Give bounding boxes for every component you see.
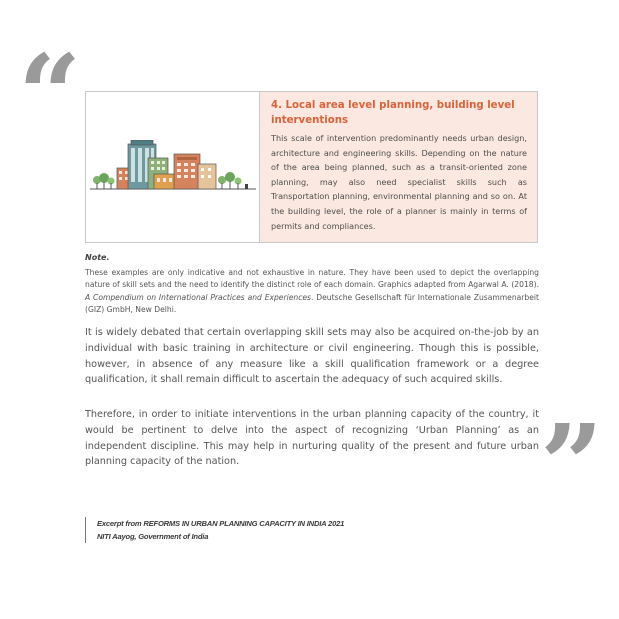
- city-buildings-icon: [90, 140, 256, 190]
- note-label: Note.: [85, 253, 110, 262]
- open-quote-mark: “: [18, 30, 82, 159]
- intervention-box: [85, 91, 538, 243]
- source-line-1: Excerpt from REFORMS IN URBAN PLANNING CAPACITY IN INDIA 2021: [97, 519, 345, 528]
- buildings-illustration: [86, 92, 259, 242]
- note-text-intro: These examples are only indicative and not exhaustive in nature. They have been used to depict the overlapping nature of skill sets and the need to identify the distinct role of each domain. Graphics adapted from Agarwal A. (2018).: [85, 268, 539, 290]
- source-attribution: [85, 517, 344, 543]
- close-quote-mark: ”: [540, 400, 604, 529]
- source-line-2: NITI Aayog, Government of India: [97, 532, 209, 541]
- body-paragraph-1: It is widely debated that certain overlapping skill sets may also be acquired on-the-job by an individual with basic training in architecture or civil engineering. Though this is possible, however, in absence of any measure like a skill qualification framework or a degree qualification, it shall remain difficult to ascertain the adequacy of such acquired skills.: [85, 327, 539, 386]
- note-text-publisher: . Deutsche Gesellschaft für Internationale Zusammenarbeit (GIZ) GmbH, New Delhi.: [85, 292, 540, 314]
- body-paragraph-2: Therefore, in order to initiate interventions in the urban planning capacity of the country, it would be pertinent to delve into the aspect of recognizing ‘Urban Planning’ as an independent discipline. This may help in nurturing quality of the present and future urban planning capacity of the nation.: [85, 409, 539, 468]
- intervention-title: 4. Local area level planning, building level interventions: [271, 100, 515, 126]
- intervention-text-panel: [259, 92, 537, 242]
- note-text: [85, 267, 539, 316]
- intervention-description: This scale of intervention predominantly needs urban design, architecture and engineering skills. Depending on the nature of the area being planned, such as a transit-oriented zone planning, may also need specialist skills such as Transportation planning, environmental planning and so on. At the building level, the role of a planner is mainly in terms of permits and compliances.: [271, 133, 527, 231]
- note-citation-title: A Compendium on International Practices and Experiences: [85, 292, 312, 302]
